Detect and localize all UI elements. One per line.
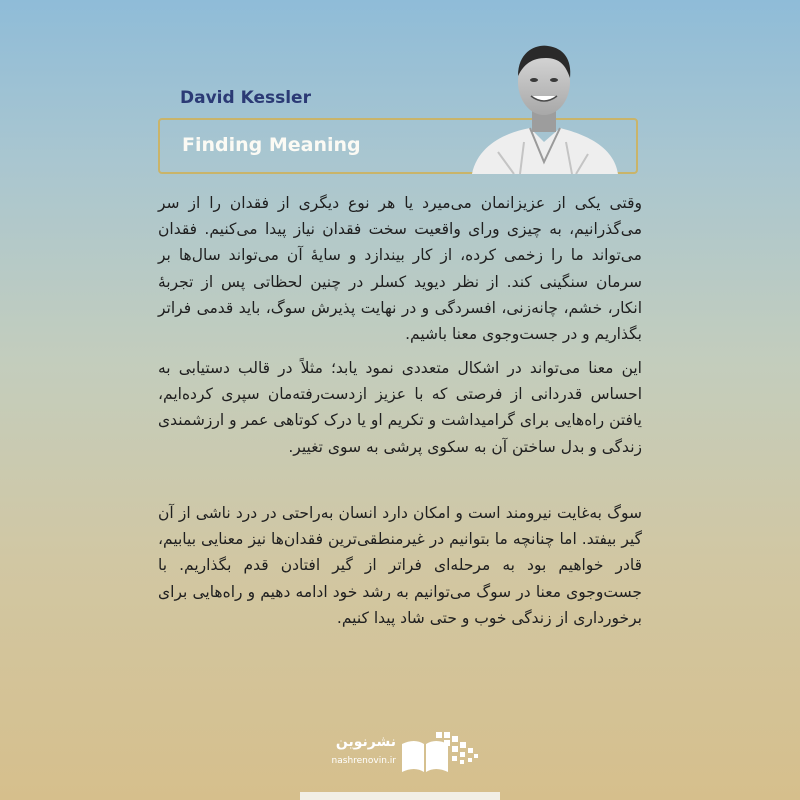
author-name: David Kessler bbox=[180, 88, 311, 108]
book-logo-icon bbox=[400, 730, 480, 776]
paragraph-1: وقتی یکی از عزیزانمان می‌میرد یا هر نوع دیگری از فقدان را از سر می‌گذرانیم، به چیزی ورای واقعیت سخت فقدان نیاز پیدا می‌کنیم. فقدان می‌تواند ما را زخمی کرده، از کار بیندازد و سایهٔ آن می‌تواند سال‌ها بر سرمان سنگینی کند. از نظر دیوید کسلر در چنین لحظاتی پس از تجربهٔ انکار، خشم، چانه‌زنی، افسردگی و در نهایت پذیرش سوگ، باید قدمی فراتر بگذاریم و در جست‌وجوی معنا باشیم. bbox=[158, 194, 642, 344]
author-photo bbox=[468, 42, 620, 174]
paragraph-3: سوگ به‌غایت نیرومند است و امکان دارد انسان به‌راحتی در درد ناشی از آن گیر بیفتد. اما چنانچه ما بتوانیم در غیرمنطقی‌ترین فقدان‌ها نیز معنایی بیابیم، قادر خواهیم بود به مرحله‌ای فراتر از گیر افتادن قدم بگذاریم. با جست‌وجوی معنا در سوگ می‌توانیم به رشد خود ادامه دهیم و راه‌هایی برای برخورداری از زندگی خوب و حتی شاد پیدا کنیم. bbox=[158, 504, 642, 627]
book-title: Finding Meaning bbox=[182, 134, 361, 156]
publisher-logo bbox=[318, 730, 488, 780]
publisher-url: nashrenovin.ir bbox=[331, 756, 396, 766]
bottom-strip bbox=[300, 792, 500, 800]
paragraph-2: این معنا می‌تواند در اشکال متعددی نمود یابد؛ مثلاً در قالب دستیابی به احساس قدردانی از فرصتی که با عزیز ازدست‌رفته‌مان سپری کرده‌ایم، یافتن راه‌هایی برای گرامیداشت و تکریم او یا درک کوتاهی عمر و ارزشمندی زندگی و بدل ساختن آن به سکوی پرشی به سوی تغییر. bbox=[158, 359, 642, 456]
publisher-name: نشرنوین bbox=[335, 734, 396, 750]
